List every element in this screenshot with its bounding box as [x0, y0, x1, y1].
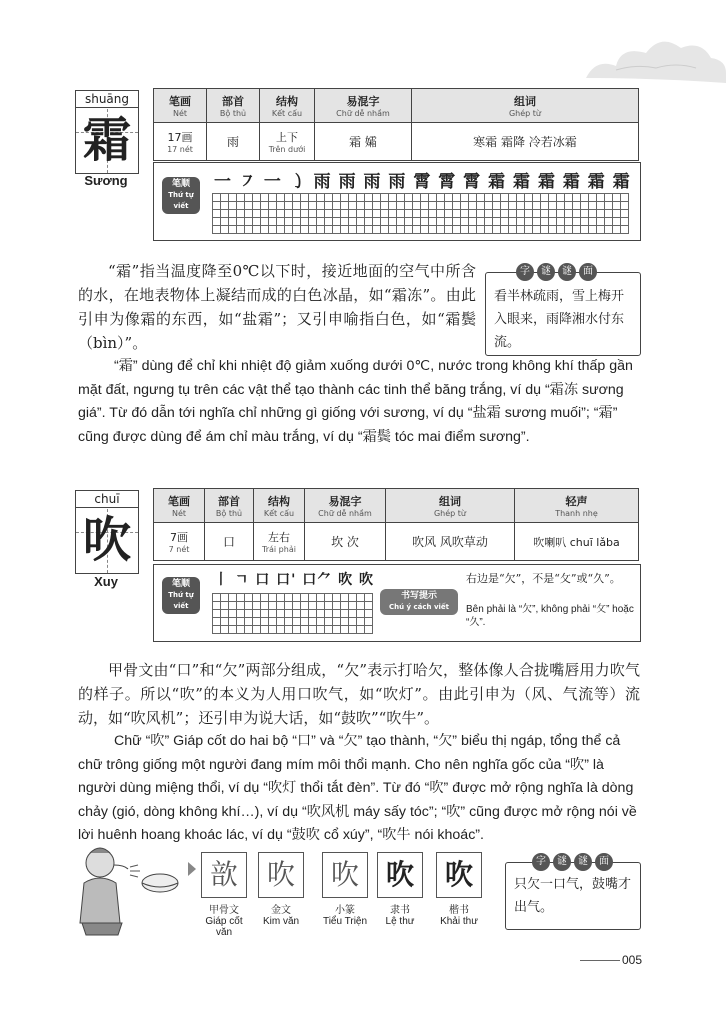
riddle-title: 字 谜 谜 面: [532, 853, 613, 871]
stroke-order-tag: 笔顺 Thứ tự viết: [162, 577, 200, 614]
header-structure: 结构 Kết cấu: [254, 489, 305, 523]
header-confusable: 易混字 Chữ dễ nhầm: [315, 89, 412, 123]
structure: 左右 Trái phải: [254, 523, 305, 561]
script-clerical: 吹 隶书 Lệ thư: [373, 852, 427, 927]
header-neutral-tone: 轻声 Thanh nhẹ: [515, 489, 639, 523]
radical: 口: [205, 523, 254, 561]
script-bronze: 吹 金文 Kim văn: [254, 852, 308, 927]
stroke-sequence: 丨 ㄱ 口 口' 口⺈ 吹 吹: [214, 572, 375, 588]
confusable-chars: 霜 孀: [315, 123, 412, 161]
word-combos: 吹风 风吹草动: [386, 523, 515, 561]
vietnamese-name: Sương: [84, 173, 128, 188]
pinyin: shuāng: [76, 91, 138, 108]
small-seal-glyph: 吹: [322, 852, 368, 898]
main-character: 吹: [82, 512, 131, 568]
header-strokes: 笔画 Nét: [154, 89, 207, 123]
info-table: [153, 488, 639, 561]
script-oracle-bone: 㰴 甲骨文 Giáp cốt văn: [197, 852, 251, 938]
chinese-explanation: “霜”指当温度降至0℃以下时，接近地面的空气中所含的水，在地表物体上凝结而成的白色冰晶，如“霜冻”。由此引申为像霜的东西，如“盐霜”；又引申喻指白色，如“霜鬓（bìn）”。: [78, 262, 476, 352]
riddle-box: [485, 266, 641, 356]
script-regular: 吹 楷书 Khải thư: [432, 852, 486, 927]
word-combos: 寒霜 霜降 冷若冰霜: [412, 123, 639, 161]
main-character: 霜: [82, 112, 131, 168]
writing-tip-tag: 书写提示 Chú ý cách viết: [380, 589, 458, 615]
header-radical: 部首 Bộ thủ: [205, 489, 254, 523]
neutral-tone-example: 吹喇叭 chuī lǎba: [515, 523, 639, 561]
page-number: 005: [621, 953, 642, 967]
chinese-explanation: 甲骨文由“口”和“欠”两部分组成，“欠”表示打哈欠，整体像人合拢嘴唇用力吹气的样子。所以“吹”的本义为人用口吹气，如“吹灯”。由此引申为（风、气流等）流动，如“吹风机”；还引申为说大话，如“鼓吹”“吹牛”。: [78, 661, 640, 727]
header-strokes: 笔画 Nét: [154, 489, 205, 523]
riddle-box: [505, 856, 641, 930]
stroke-sequence: 一 ㇇ 一 ㇁ 雨 雨 雨 雨 霄 霄 霄 霜 霜 霜 霜 霜 霜: [214, 172, 631, 192]
oracle-bone-glyph: 㰴: [201, 852, 247, 898]
riddle-text: 看半林疏雨，雪上梅开入眼来，雨降湘水付东流。: [494, 289, 625, 350]
confusable-chars: 坎 次: [305, 523, 386, 561]
page-number-line: [580, 960, 620, 961]
script-small-seal: 吹 小篆 Tiểu Triện: [318, 852, 372, 927]
character-box: [75, 90, 139, 174]
person-blowing-illustration: [72, 843, 182, 938]
riddle-text: 只欠一口气，鼓嘴才出气。: [514, 877, 632, 915]
structure: 上下 Trên dưới: [260, 123, 315, 161]
clerical-glyph: 吹: [377, 852, 423, 898]
arrow-right-icon: [188, 862, 196, 876]
header-structure: 结构 Kết cấu: [260, 89, 315, 123]
header-words: 组词 Ghép từ: [386, 489, 515, 523]
practice-grid: [212, 593, 373, 634]
pinyin: chuī: [76, 491, 138, 508]
header-words: 组词 Ghép từ: [412, 89, 639, 123]
regular-glyph: 吹: [436, 852, 482, 898]
stroke-order-panel: [153, 162, 641, 241]
stroke-count: 17画 17 nét: [154, 123, 207, 161]
writing-tip-vietnamese: Bên phải là “欠”, không phải “攵” hoặc “久”.: [466, 604, 634, 628]
bronze-glyph: 吹: [258, 852, 304, 898]
riddle-title: 字 谜 谜 面: [516, 263, 597, 281]
header-confusable: 易混字 Chữ dễ nhầm: [305, 489, 386, 523]
stroke-order-tag: 笔顺 Thứ tự viết: [162, 177, 200, 214]
stroke-count: 7画 7 nét: [154, 523, 205, 561]
info-table: [153, 88, 639, 161]
decorative-cloud-icon: [576, 28, 726, 88]
vietnamese-name: Xuy: [94, 574, 118, 589]
writing-tip-chinese: 右边是“欠”，不是“攵”或“久”。: [466, 572, 621, 585]
practice-grid: [212, 193, 629, 234]
vietnamese-explanation: “霜” dùng để chỉ khi nhiệt độ giảm xuống dưới 0℃, nước trong không khí thấp gần mặt đất, ngưng tụ trên các vật thể tạo thành các tinh thể băng trắng, ví dụ “霜冻 sương giá”. Từ đó dẫn tới nghĩa chỉ những gì giống với sương, ví dụ “盐霜 sương muối”; “霜” cũng được dùng để ám chỉ màu trắng, ví dụ “霜鬓 tóc mai điểm sương”.: [78, 358, 633, 445]
radical: 雨: [207, 123, 260, 161]
vietnamese-explanation: Chữ “吹” Giáp cốt do hai bộ “口” và “欠” tạo thành, “欠” biểu thị ngáp, tổng thể cả chữ trông giống một người đang mím môi thổi mạnh. Cho nên nghĩa gốc của “吹” là người dùng miệng thổi, ví dụ “吹灯 thổi tắt đèn”. Từ đó “吹” được mở rộng nghĩa là dòng chảy (gió, dòng không khí…), ví dụ “吹风机 máy sấy tóc”; “吹” cũng được mở rộng nói về lời huênh hoang khoác lác, ví dụ “鼓吹 cổ xúy”, “吹牛 nói khoác”.: [78, 733, 637, 843]
header-radical: 部首 Bộ thủ: [207, 89, 260, 123]
character-box: [75, 490, 139, 574]
stroke-order-panel: [153, 564, 641, 642]
